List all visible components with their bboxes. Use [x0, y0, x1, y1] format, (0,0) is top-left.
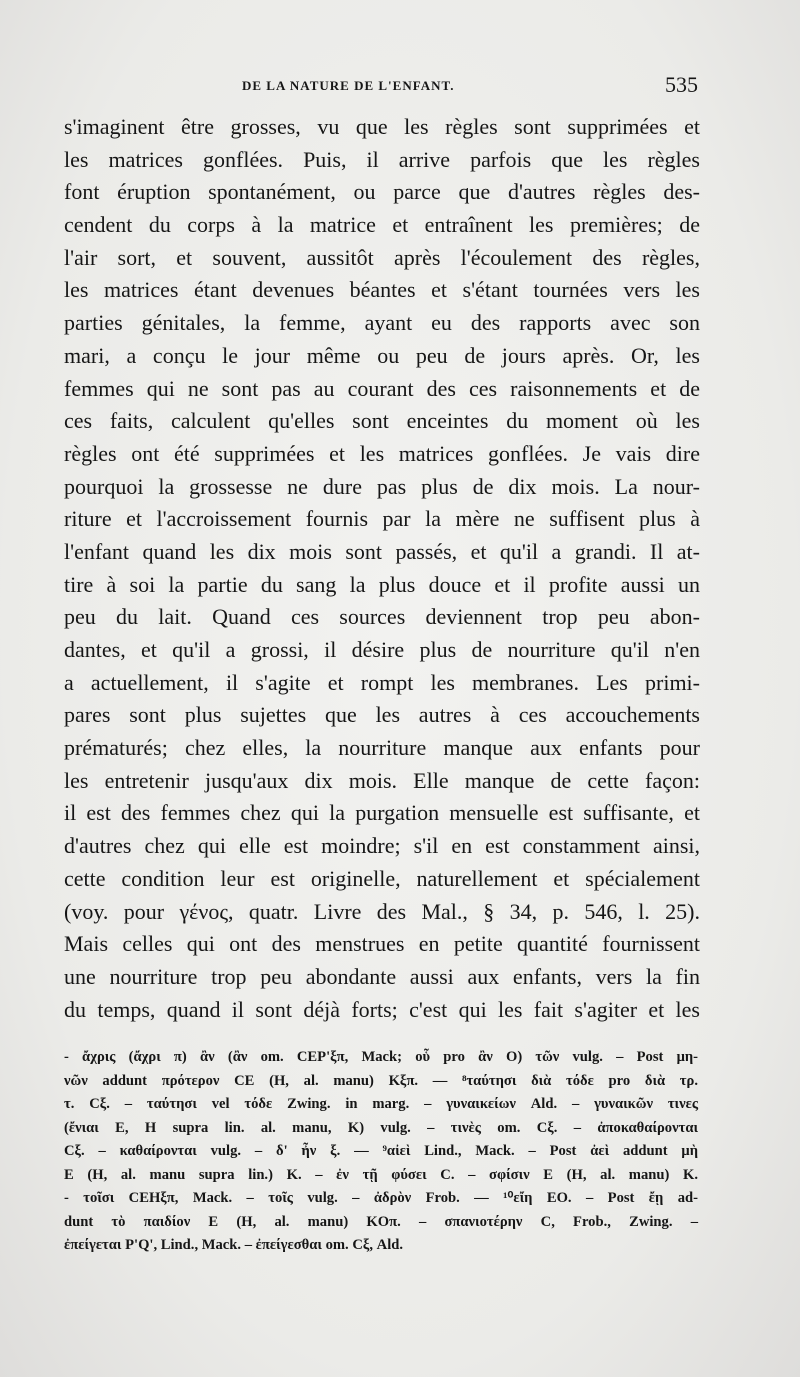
body-line: les matrices étant devenues béantes et s'étant tournées vers les: [64, 277, 700, 303]
body-line: ces faits, calculent qu'elles sont enceintes du moment où les: [64, 408, 700, 434]
body-line: pares sont plus sujettes que les autres à ces accouchements: [64, 702, 700, 728]
body-line: règles ont été supprimées et les matrices gonflées. Je vais dire: [64, 440, 700, 466]
body-line: parties génitales, la femme, ayant eu des rapports avec son: [64, 310, 700, 336]
note-line: - ἄχρις (ἄχρι π) ἂν (ἂν om. CEP'ξπ, Mack; οὗ pro ἂν O) τῶν vulg. – Post μη-: [64, 1049, 698, 1065]
body-line: cette condition leur est originelle, naturellement et spécialement: [64, 865, 700, 891]
page-number: 535: [665, 72, 698, 97]
note-line: - τοῖσι CEHξπ, Mack. – τοῖς vulg. – ἀδρὸν Frob. — ¹⁰εἴη EO. – Post ἔῃ ad-: [64, 1190, 698, 1206]
note-line: ἐπείγεται P'Q', Lind., Mack. – ἐπείγεσθαι om. Cξ, Ald.: [64, 1237, 404, 1253]
body-line: il est des femmes chez qui la purgation mensuelle est suffisante, et: [64, 800, 700, 826]
note-line: dunt τὸ παιδίον E (H, al. manu) KOπ. – σπανιοτέρην C, Frob., Zwing. –: [64, 1213, 698, 1230]
body-line: femmes qui ne sont pas au courant des ces raisonnements et de: [64, 375, 700, 401]
body-line: font éruption spontanément, ou parce que d'autres règles des-: [64, 179, 700, 205]
body-line: a actuellement, il s'agite et rompt les membranes. Les primi-: [64, 669, 700, 695]
note-line: νῶν addunt πρότερον CE (H, al. manu) Kξπ. — ⁸ταύτησι διὰ τόδε pro διὰ τρ.: [64, 1072, 698, 1089]
note-line: τ. Cξ. – ταύτησι vel τόδε Zwing. in marg. – γυναικείων Ald. – γυναικῶν τινες: [64, 1096, 698, 1112]
body-line: l'enfant quand les dix mois sont passés, et qu'il a grandi. Il at-: [64, 538, 700, 564]
body-line: peu du lait. Quand ces sources deviennent trop peu abon-: [64, 604, 700, 630]
body-line: d'autres chez qui elle est moindre; s'il en est constamment ainsi,: [64, 833, 700, 859]
running-title: DE LA NATURE DE L'ENFANT.: [242, 78, 455, 93]
note-line: Cξ. – καθαίρονται vulg. – δ' ἦν ξ. — ⁹αἰεὶ Lind., Mack. – Post ἀεὶ addunt μὴ: [64, 1143, 698, 1159]
body-line: cendent du corps à la matrice et entraînent les premières; de: [64, 212, 700, 238]
note-line: E (H, al. manu supra lin.) K. – ἐν τῇ φύσει C. – σφίσιν E (H, al. manu) K.: [64, 1166, 698, 1183]
body-line: Mais celles qui ont des menstrues en petite quantité fournissent: [64, 931, 700, 957]
body-text: [64, 111, 700, 1026]
body-line: tire à soi la partie du sang la plus douce et il profite aussi un: [64, 571, 700, 597]
body-line: s'imaginent être grosses, vu que les règles sont supprimées et: [64, 114, 700, 139]
body-line: les entretenir jusqu'aux dix mois. Elle manque de cette façon:: [64, 767, 700, 793]
body-line: une nourriture trop peu abondante aussi aux enfants, vers la fin: [64, 963, 700, 989]
body-line: dantes, et qu'il a grossi, il désire plus de nourriture qu'il n'en: [64, 637, 700, 662]
body-line: du temps, quand il sont déjà forts; c'est qui les fait s'agiter et les: [64, 996, 700, 1022]
note-line: (ἔνιαι E, H supra lin. al. manu, K) vulg. – τινὲς om. Cξ. – ἀποκαθαίρονται: [64, 1119, 698, 1136]
body-line: l'air sort, et souvent, aussitôt après l'écoulement des règles,: [64, 244, 700, 270]
critical-apparatus: [64, 1046, 698, 1258]
body-line: pourquoi la grossesse ne dure pas plus de dix mois. La nour-: [64, 473, 700, 499]
body-line: riture et l'accroissement fournis par la mère ne suffisent plus à: [64, 506, 700, 532]
body-line: les matrices gonflées. Puis, il arrive parfois que les règles: [64, 146, 700, 172]
body-line: prématurés; chez elles, la nourriture manque aux enfants pour: [64, 735, 700, 761]
body-line: (voy. pour γένος, quatr. Livre des Mal., § 34, p. 546, l. 25).: [64, 898, 700, 924]
page-header: [64, 72, 698, 102]
body-line: mari, a conçu le jour même ou peu de jours après. Or, les: [64, 342, 700, 368]
